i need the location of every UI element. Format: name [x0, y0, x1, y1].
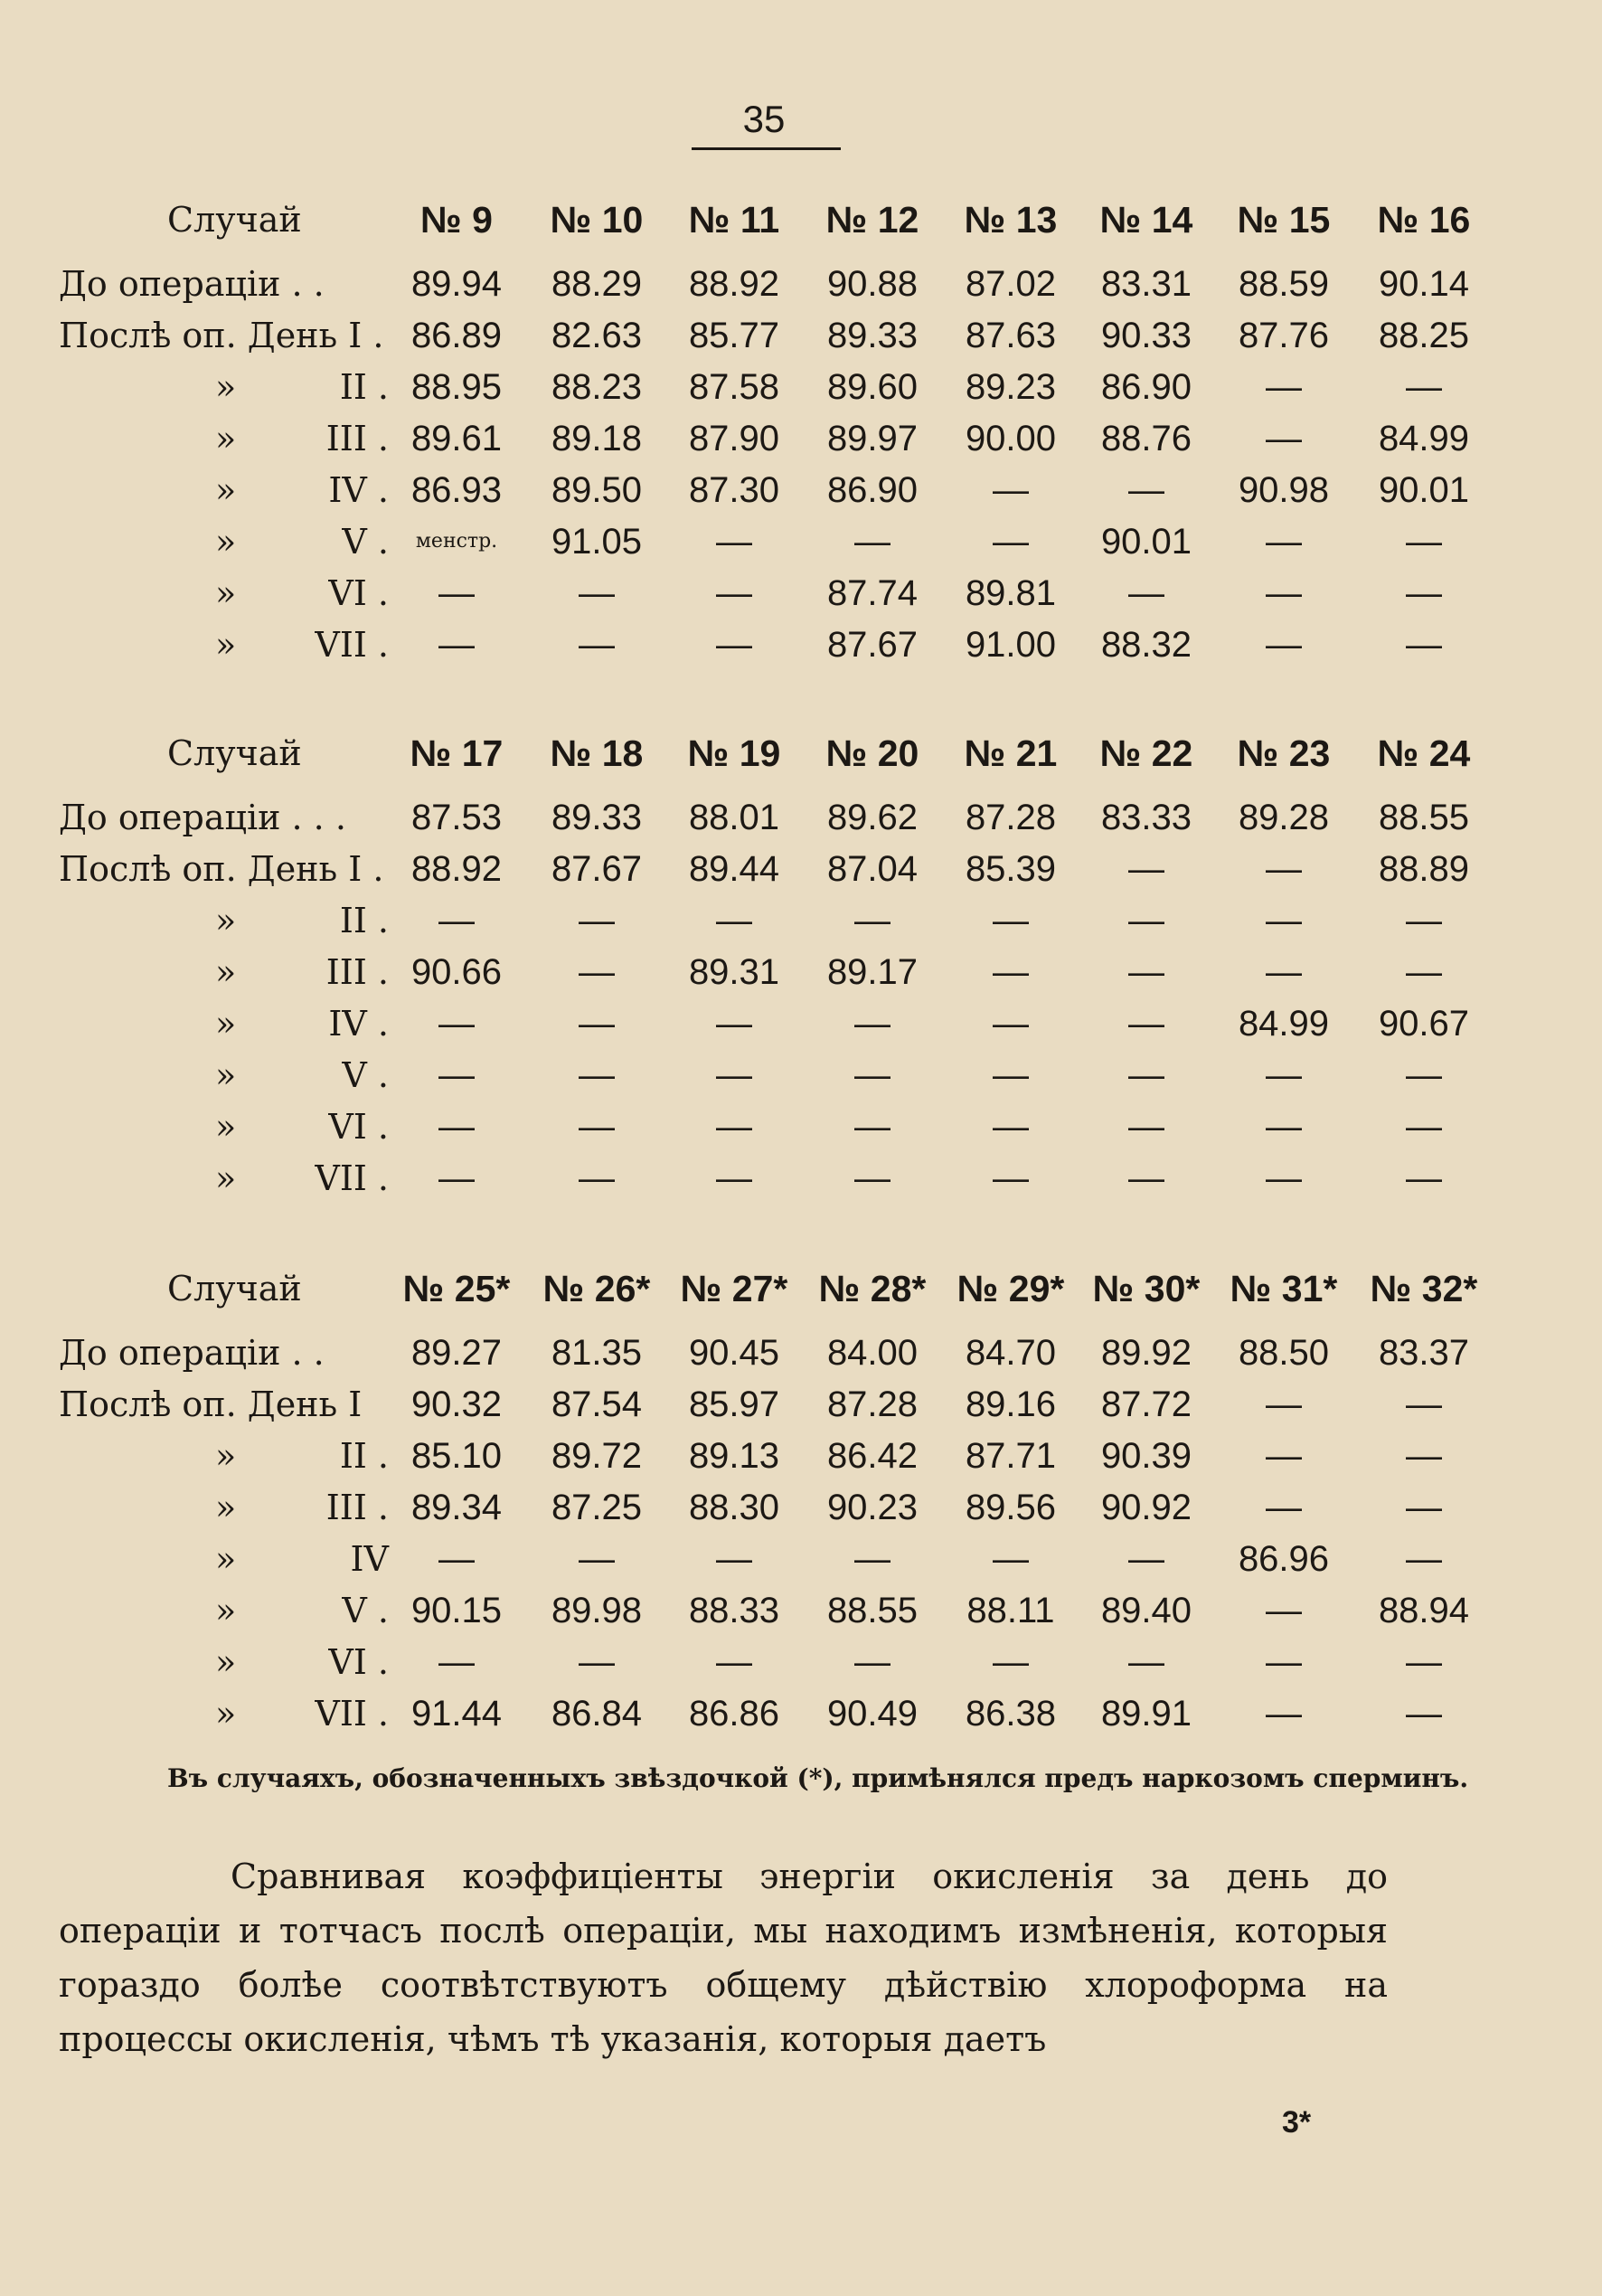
table-cell: 81.35	[551, 1333, 643, 1373]
table-row	[0, 1688, 1602, 1739]
table-cell: 90.01	[1100, 522, 1192, 562]
table-cell: 86.93	[410, 470, 503, 510]
table-cell: 88.92	[410, 849, 503, 889]
row-label-day: V .	[342, 1591, 389, 1630]
row-label-day: V .	[342, 1055, 389, 1095]
table-cell: —	[1128, 952, 1164, 992]
table-cell: —	[438, 1539, 475, 1579]
table-cell: —	[854, 1642, 891, 1682]
table-cell: 85.10	[410, 1436, 503, 1476]
case-number-header: № 12	[825, 199, 919, 241]
row-label-day: II .	[339, 901, 389, 940]
row-label: Послѣ оп. День I	[59, 1384, 363, 1424]
table-cell: 87.90	[688, 419, 780, 458]
table-cell: —	[579, 1539, 615, 1579]
case-number-header: № 32*	[1370, 1268, 1478, 1309]
table-cell: —	[1128, 1004, 1164, 1044]
table-cell: 89.17	[826, 952, 919, 992]
ditto-mark: »	[215, 470, 237, 510]
table-row	[0, 1482, 1602, 1533]
table-cell: 88.32	[1100, 625, 1192, 665]
table-cell: —	[716, 1539, 752, 1579]
table-cell: —	[1128, 470, 1164, 510]
table-cell: 87.71	[965, 1436, 1057, 1476]
table-cell: 89.91	[1100, 1694, 1192, 1734]
table-cell: —	[1266, 1488, 1302, 1527]
table-cell: —	[1406, 367, 1442, 407]
table-cell: —	[579, 573, 615, 613]
table-row	[0, 413, 1602, 464]
table-cell: —	[854, 901, 891, 940]
table-header-row	[0, 728, 1602, 779]
case-number-header: № 25*	[402, 1268, 511, 1309]
row-label-day: IV	[350, 1539, 389, 1579]
table-cell: —	[1406, 952, 1442, 992]
ditto-mark: »	[215, 1055, 237, 1095]
table-cell: —	[1266, 1694, 1302, 1734]
table-row	[0, 568, 1602, 619]
table-cell: —	[1406, 1055, 1442, 1095]
table-cell: —	[579, 1004, 615, 1044]
table-row	[0, 1637, 1602, 1687]
table-cell: 89.18	[551, 419, 643, 458]
table-row	[0, 310, 1602, 361]
table-cell: —	[1406, 1694, 1442, 1734]
table-cell: —	[1266, 419, 1302, 458]
table-row	[0, 516, 1602, 567]
table-cell: 84.99	[1238, 1004, 1330, 1044]
table-cell: 87.28	[965, 798, 1057, 837]
row-label-day: V .	[342, 522, 389, 562]
table-cell: —	[716, 1642, 752, 1682]
table-cell: —	[579, 1642, 615, 1682]
case-number-header: № 21	[964, 732, 1058, 774]
table-cell: —	[1266, 1642, 1302, 1682]
table-cell: 90.33	[1100, 316, 1192, 355]
table-cell: —	[854, 1004, 891, 1044]
table-cell: 87.30	[688, 470, 780, 510]
row-label-day: III .	[325, 419, 389, 458]
table-cell: —	[1266, 1591, 1302, 1630]
table-cell: 90.23	[826, 1488, 919, 1527]
case-number-header: № 17	[410, 732, 504, 774]
table-cell: —	[438, 1107, 475, 1147]
table-cell: —	[1406, 1539, 1442, 1579]
table-cell: 87.28	[826, 1384, 919, 1424]
body-paragraph: Сравнивая коэффиціенты энергіи окисленія за день до операціи и тотчасъ послѣ операціи, мы находимъ измѣненія, которыя гораздо болѣе соотвѣтствуютъ общему дѣйствію хлороформа на процессы окисленія, чѣмъ тѣ указанія, которыя даетъ	[59, 1857, 1388, 2059]
ditto-mark: »	[215, 1642, 237, 1682]
table-header-row	[0, 1263, 1602, 1314]
ditto-mark: »	[215, 952, 237, 992]
row-label: До операціи . .	[59, 264, 325, 304]
table-cell: 89.60	[826, 367, 919, 407]
table-row	[0, 792, 1602, 843]
ditto-mark: »	[215, 1539, 237, 1579]
table-cell: 89.23	[965, 367, 1057, 407]
ditto-mark: »	[215, 1107, 237, 1147]
table-cell: —	[1128, 1055, 1164, 1095]
table-cell: 88.94	[1378, 1591, 1470, 1630]
table-cell: —	[1266, 625, 1302, 665]
table-cell: 91.05	[551, 522, 643, 562]
table-cell: —	[438, 625, 475, 665]
table-cell: —	[438, 1158, 475, 1198]
table-cell: 89.56	[965, 1488, 1057, 1527]
table-cell: 88.55	[1378, 798, 1470, 837]
table-cell: —	[438, 1004, 475, 1044]
table-cell: 88.25	[1378, 316, 1470, 355]
table-cell: —	[854, 1107, 891, 1147]
table-cell: 89.34	[410, 1488, 503, 1527]
table-cell: 87.54	[551, 1384, 643, 1424]
row-label-day: VI .	[328, 1642, 389, 1682]
ditto-mark: »	[215, 1694, 237, 1734]
row-label-day: IV .	[328, 470, 389, 510]
table-row	[0, 1153, 1602, 1204]
table-cell: —	[438, 901, 475, 940]
table-cell: 82.63	[551, 316, 643, 355]
ditto-mark: »	[215, 1488, 237, 1527]
row-label: Послѣ оп. День I .	[59, 849, 384, 889]
table-cell: 89.94	[410, 264, 503, 304]
table-row	[0, 465, 1602, 515]
table-cell: 88.95	[410, 367, 503, 407]
table-cell: —	[438, 573, 475, 613]
table-row	[0, 1585, 1602, 1636]
case-header-label: Случай	[167, 1269, 302, 1309]
table-cell: —	[1128, 1107, 1164, 1147]
row-label-day: VII .	[315, 1158, 389, 1198]
table-cell: 86.96	[1238, 1539, 1330, 1579]
row-label-day: II .	[339, 367, 389, 407]
table-cell: —	[993, 1004, 1029, 1044]
case-number-header: № 27*	[680, 1268, 788, 1309]
table-cell: 89.61	[410, 419, 503, 458]
table-cell: —	[1128, 573, 1164, 613]
table-cell: —	[854, 1539, 891, 1579]
table-cell: 91.44	[410, 1694, 503, 1734]
table-cell: —	[854, 1055, 891, 1095]
table-row	[0, 619, 1602, 670]
table-cell: 87.63	[965, 316, 1057, 355]
table-cell: 88.92	[688, 264, 780, 304]
table-cell: 90.98	[1238, 470, 1330, 510]
table-cell: —	[716, 573, 752, 613]
table-cell: 86.89	[410, 316, 503, 355]
table-cell: —	[1406, 1158, 1442, 1198]
case-number-header: № 20	[825, 732, 919, 774]
table-cell: —	[716, 522, 752, 562]
row-label-day: II .	[339, 1436, 389, 1476]
table-cell: —	[1266, 1055, 1302, 1095]
table-cell: —	[1128, 1539, 1164, 1579]
table-row	[0, 844, 1602, 894]
case-number-header: № 26*	[542, 1268, 651, 1309]
table-cell: 91.00	[965, 625, 1057, 665]
ditto-mark: »	[215, 625, 237, 665]
table-row	[0, 1379, 1602, 1430]
case-number-header: № 13	[964, 199, 1058, 241]
footnote: Въ случаяхъ, обозначенныхъ звѣздочкой (*), примѣнялся предъ наркозомъ сперминъ.	[167, 1763, 1469, 1793]
table-cell: 89.27	[410, 1333, 503, 1373]
table-cell: —	[993, 952, 1029, 992]
table-cell: 87.67	[826, 625, 919, 665]
table-cell: 90.32	[410, 1384, 503, 1424]
table-cell: —	[993, 1107, 1029, 1147]
row-label: До операціи . . .	[59, 798, 346, 837]
case-number-header: № 15	[1237, 199, 1331, 241]
table-cell: 90.15	[410, 1591, 503, 1630]
ditto-mark: »	[215, 419, 237, 458]
page-number: 35	[742, 98, 786, 140]
table-cell: 87.74	[826, 573, 919, 613]
table-cell: 89.13	[688, 1436, 780, 1476]
case-number-header: № 22	[1099, 732, 1193, 774]
table-row	[0, 1534, 1602, 1584]
table-cell: —	[993, 522, 1029, 562]
ditto-mark: »	[215, 1436, 237, 1476]
table-cell: —	[1266, 1158, 1302, 1198]
table-cell: 84.99	[1378, 419, 1470, 458]
table-row	[0, 895, 1602, 946]
table-row	[0, 362, 1602, 412]
table-cell: 90.92	[1100, 1488, 1192, 1527]
table-cell: 83.37	[1378, 1333, 1470, 1373]
ditto-mark: »	[215, 367, 237, 407]
table-cell: 84.70	[965, 1333, 1057, 1373]
table-cell: —	[438, 1642, 475, 1682]
table-cell: 87.53	[410, 798, 503, 837]
table-cell: —	[1406, 522, 1442, 562]
table-cell: —	[438, 1055, 475, 1095]
ditto-mark: »	[215, 901, 237, 940]
case-number-header: № 9	[420, 199, 493, 241]
table-cell: 86.90	[826, 470, 919, 510]
table-row	[0, 259, 1602, 309]
table-cell: —	[1128, 1642, 1164, 1682]
table-cell: 86.84	[551, 1694, 643, 1734]
table-cell: —	[1406, 1107, 1442, 1147]
table-cell: 84.00	[826, 1333, 919, 1373]
table-cell: —	[854, 1158, 891, 1198]
table-cell: 90.66	[410, 952, 503, 992]
case-number-header: № 28*	[818, 1268, 927, 1309]
table-cell: 89.98	[551, 1591, 643, 1630]
table-row	[0, 947, 1602, 997]
table-cell: 89.31	[688, 952, 780, 992]
table-cell: 86.86	[688, 1694, 780, 1734]
table-row	[0, 1328, 1602, 1378]
row-label-day: VI .	[328, 1107, 389, 1147]
table-cell: 89.92	[1100, 1333, 1192, 1373]
ditto-mark: »	[215, 1591, 237, 1630]
table-cell: —	[1406, 625, 1442, 665]
table-cell: —	[1128, 1158, 1164, 1198]
table-cell: —	[1406, 1642, 1442, 1682]
table-cell: —	[1406, 1384, 1442, 1424]
table-cell: 88.50	[1238, 1333, 1330, 1373]
case-number-header: № 29*	[956, 1268, 1065, 1309]
row-label-day: III .	[325, 952, 389, 992]
table-cell: 88.76	[1100, 419, 1192, 458]
table-cell: 83.33	[1100, 798, 1192, 837]
table-cell: 89.62	[826, 798, 919, 837]
ditto-mark: »	[215, 1158, 237, 1198]
row-label-day: VII .	[315, 625, 389, 665]
row-label-day: III .	[325, 1488, 389, 1527]
case-number-header: № 23	[1237, 732, 1331, 774]
table-cell: 88.55	[826, 1591, 919, 1630]
table-cell: 89.28	[1238, 798, 1330, 837]
table-row	[0, 998, 1602, 1049]
table-cell: —	[716, 1107, 752, 1147]
table-cell: 88.59	[1238, 264, 1330, 304]
case-number-header: № 19	[687, 732, 781, 774]
table-cell: 85.39	[965, 849, 1057, 889]
table-cell: —	[993, 470, 1029, 510]
table-cell: —	[716, 625, 752, 665]
table-cell: 89.33	[826, 316, 919, 355]
table-cell: 88.01	[688, 798, 780, 837]
table-cell: —	[1266, 1436, 1302, 1476]
table-cell: —	[1128, 901, 1164, 940]
table-cell: 88.23	[551, 367, 643, 407]
table-cell: 87.02	[965, 264, 1057, 304]
table-cell: —	[1266, 1384, 1302, 1424]
table-cell: —	[1266, 573, 1302, 613]
case-number-header: № 10	[550, 199, 644, 241]
table-cell: —	[1406, 573, 1442, 613]
case-number-header: № 30*	[1092, 1268, 1201, 1309]
table-cell: 87.58	[688, 367, 780, 407]
table-cell: 88.30	[688, 1488, 780, 1527]
table-cell: —	[1266, 1107, 1302, 1147]
table-row	[0, 1050, 1602, 1101]
table-cell: 87.76	[1238, 316, 1330, 355]
table-cell: —	[1266, 901, 1302, 940]
case-number-header: № 18	[550, 732, 644, 774]
table-cell: —	[993, 901, 1029, 940]
table-cell: менстр.	[415, 530, 498, 553]
ditto-mark: »	[215, 1004, 237, 1044]
table-cell: 87.67	[551, 849, 643, 889]
case-header-label: Случай	[167, 733, 302, 773]
table-cell: 89.16	[965, 1384, 1057, 1424]
table-cell: —	[716, 1004, 752, 1044]
table-cell: —	[993, 1642, 1029, 1682]
table-cell: 90.88	[826, 264, 919, 304]
row-label-day: VII .	[315, 1694, 389, 1734]
table-cell: —	[993, 1158, 1029, 1198]
table-cell: —	[1266, 849, 1302, 889]
table-cell: 90.45	[688, 1333, 780, 1373]
table-cell: 88.29	[551, 264, 643, 304]
ditto-mark: »	[215, 522, 237, 562]
table-cell: —	[716, 1055, 752, 1095]
table-cell: —	[1406, 901, 1442, 940]
table-cell: —	[579, 1158, 615, 1198]
case-header-label: Случай	[167, 200, 302, 240]
table-cell: 87.25	[551, 1488, 643, 1527]
table-cell: —	[716, 901, 752, 940]
table-cell: 88.33	[688, 1591, 780, 1630]
table-cell: 86.42	[826, 1436, 919, 1476]
table-row	[0, 1101, 1602, 1152]
case-number-header: № 16	[1377, 199, 1471, 241]
table-cell: —	[1406, 1436, 1442, 1476]
table-cell: 87.72	[1100, 1384, 1192, 1424]
table-cell: 85.97	[688, 1384, 780, 1424]
table-cell: 87.04	[826, 849, 919, 889]
table-cell: —	[579, 1107, 615, 1147]
table-cell: 86.90	[1100, 367, 1192, 407]
page-number-rule	[692, 147, 841, 150]
table-cell: —	[579, 625, 615, 665]
table-cell: —	[993, 1539, 1029, 1579]
row-label-day: VI .	[328, 573, 389, 613]
table-cell: 90.01	[1378, 470, 1470, 510]
table-cell: 88.89	[1378, 849, 1470, 889]
table-cell: —	[854, 522, 891, 562]
table-cell: —	[716, 1158, 752, 1198]
table-cell: —	[1266, 522, 1302, 562]
table-cell: —	[579, 901, 615, 940]
table-cell: 89.50	[551, 470, 643, 510]
table-cell: 89.81	[965, 573, 1057, 613]
table-cell: —	[579, 1055, 615, 1095]
table-cell: 83.31	[1100, 264, 1192, 304]
table-cell: —	[579, 952, 615, 992]
table-header-row	[0, 194, 1602, 245]
table-cell: 89.33	[551, 798, 643, 837]
table-cell: 86.38	[965, 1694, 1057, 1734]
table-cell: 89.40	[1100, 1591, 1192, 1630]
table-cell: —	[1128, 849, 1164, 889]
case-number-header: № 24	[1377, 732, 1471, 774]
signature-mark: 3*	[1282, 2105, 1312, 2140]
table-cell: 88.11	[966, 1591, 1055, 1630]
table-cell: —	[1266, 952, 1302, 992]
row-label: До операціи . .	[59, 1333, 325, 1373]
ditto-mark: »	[215, 573, 237, 613]
table-row	[0, 1431, 1602, 1481]
table-cell: 89.72	[551, 1436, 643, 1476]
row-label-day: IV .	[328, 1004, 389, 1044]
table-cell: 90.67	[1378, 1004, 1470, 1044]
table-cell: 90.00	[965, 419, 1057, 458]
table-cell: 89.44	[688, 849, 780, 889]
case-number-header: № 31*	[1230, 1268, 1338, 1309]
case-number-header: № 14	[1099, 199, 1193, 241]
table-cell: —	[1266, 367, 1302, 407]
row-label: Послѣ оп. День I .	[59, 316, 384, 355]
table-cell: 90.49	[826, 1694, 919, 1734]
table-cell: 90.14	[1378, 264, 1470, 304]
case-number-header: № 11	[688, 199, 780, 241]
table-cell: —	[1406, 1488, 1442, 1527]
table-cell: 90.39	[1100, 1436, 1192, 1476]
table-cell: 85.77	[688, 316, 780, 355]
table-cell: —	[993, 1055, 1029, 1095]
table-cell: 89.97	[826, 419, 919, 458]
